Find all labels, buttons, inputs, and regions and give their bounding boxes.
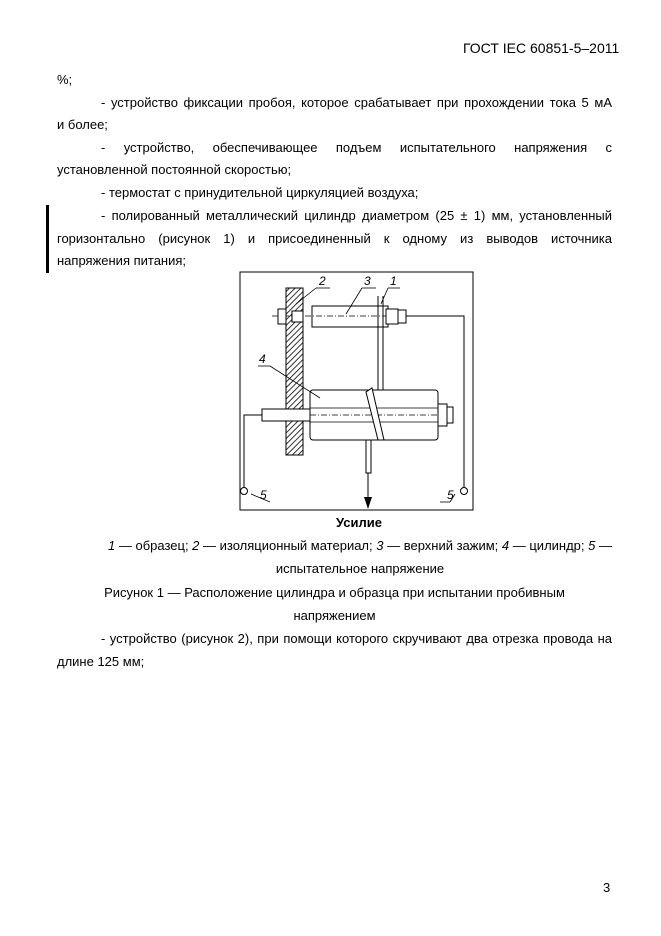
right-nut xyxy=(386,309,398,324)
figure-caption-line2: напряжением xyxy=(293,608,376,623)
text-line: напряжения питания; xyxy=(57,253,187,268)
force-arrow xyxy=(364,497,372,509)
text-line: - устройство фиксации пробоя, которое срабатывает при прохождении тока 5 мА xyxy=(101,95,612,110)
left-shaft xyxy=(262,409,310,421)
text-line: - устройство, обеспечивающее подъем испытательного напряжения с xyxy=(101,140,612,155)
force-label: Усилие xyxy=(336,515,382,530)
label-2: 2 xyxy=(319,274,326,288)
figure-legend: 1 — образец; 2 — изоляционный материал; 3 — верхний зажим; 4 — цилиндр; 5 — xyxy=(108,538,612,553)
label-1: 1 xyxy=(390,274,397,288)
text-line: - полированный металлический цилиндр диаметром (25 ± 1) мм, установленный xyxy=(101,208,612,223)
figure-legend-line2: испытательное напряжение xyxy=(275,561,445,576)
text-line: - устройство (рисунок 2), при помощи которого скручивают два отрезка провода на xyxy=(101,631,612,646)
terminal-right xyxy=(461,488,468,495)
text-line: горизонтально (рисунок 1) и присоединенный к одному из выводов источника xyxy=(57,231,612,246)
text-line: длине 125 мм; xyxy=(57,654,145,669)
left-bolt-head xyxy=(278,309,286,324)
label-3: 3 xyxy=(364,274,371,288)
page-number: 3 xyxy=(603,880,611,895)
text-line: - термостат с принудительной циркуляцией воздуха; xyxy=(101,185,419,200)
top-clamp xyxy=(312,306,388,327)
text-line: установленной постоянной скоростью; xyxy=(57,162,292,177)
figure-caption: Рисунок 1 — Расположение цилиндра и образца при испытании пробивным xyxy=(104,585,565,600)
document-header: ГОСТ IEC 60851-5–2011 xyxy=(463,40,620,56)
text-line: %; xyxy=(57,72,73,87)
label-4: 4 xyxy=(259,352,266,366)
terminal-left xyxy=(241,488,248,495)
text-line: и более; xyxy=(57,117,108,132)
label-5-right: 5 xyxy=(447,488,454,502)
label-5-left: 5 xyxy=(260,488,267,502)
